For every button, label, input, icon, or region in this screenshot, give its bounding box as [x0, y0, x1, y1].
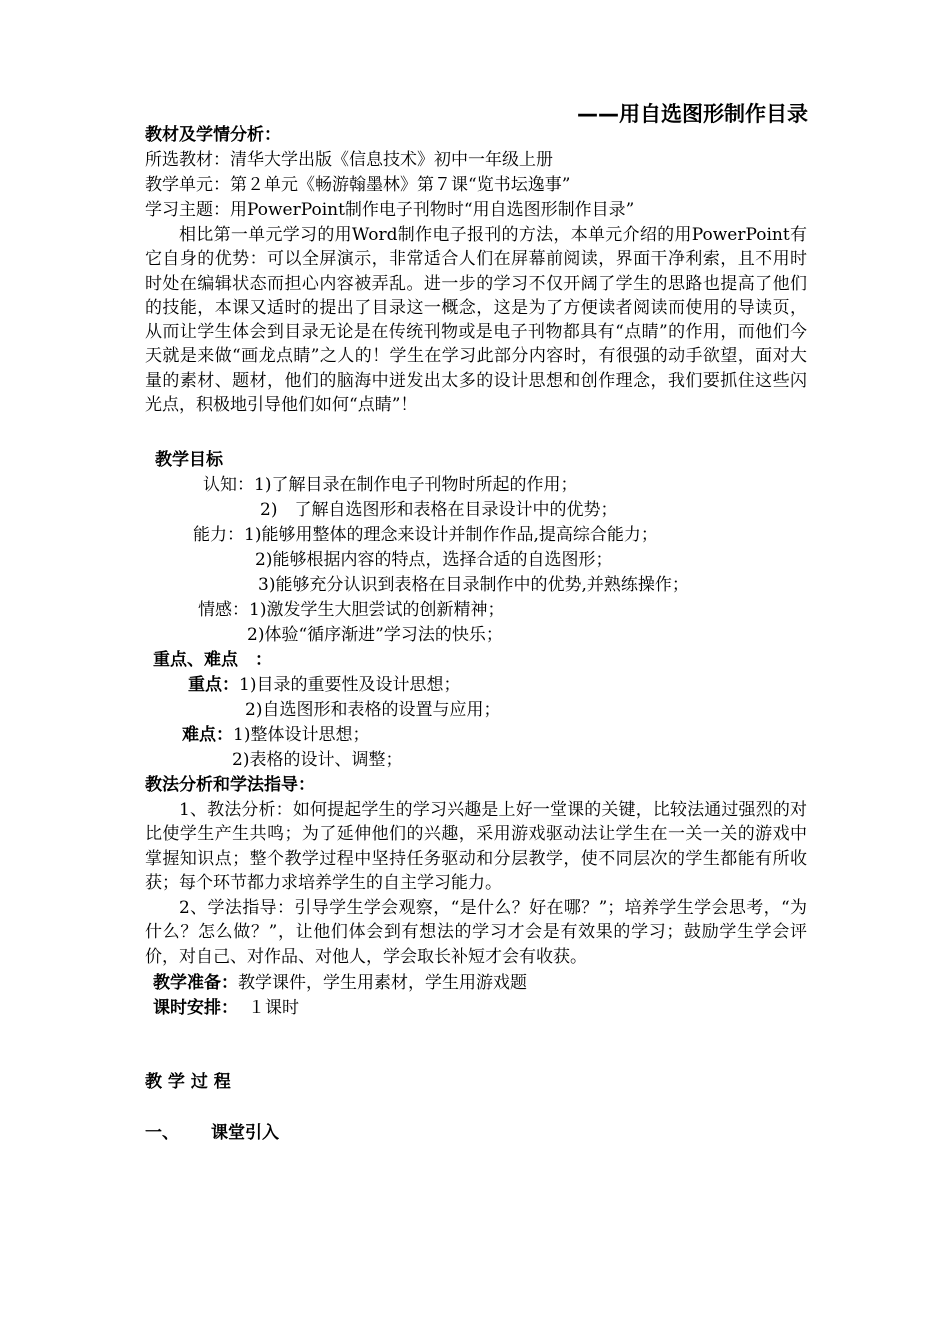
- goal-ability-3: 3)能够充分认识到表格在目录制作中的优势,并熟练操作；: [258, 575, 689, 595]
- goals-heading: 教学目标: [155, 450, 223, 470]
- difficulty-1: [182, 723, 369, 747]
- goal-ability-2: 2)能够根据内容的特点，选择合适的自选图形；: [255, 550, 613, 570]
- difficulty-label: 难点：: [182, 725, 233, 745]
- section-number: 一、: [145, 1123, 179, 1143]
- analysis-heading: 教材及学情分析：: [145, 125, 281, 145]
- process-heading: 教 学 过 程: [145, 1072, 231, 1092]
- goal-emotion-1: 情感：1)激发学生大胆尝试的创新精神；: [198, 600, 505, 620]
- topic-line: 学习主题：用PowerPoint制作电子刊物时“用自选图形制作目录”: [145, 200, 635, 220]
- prep-line: [153, 971, 527, 995]
- unit-line: 教学单元：第２单元《畅游翰墨林》第７课“览书坛逸事”: [145, 175, 571, 195]
- goal-ability-1: 能力：1)能够用整体的理念来设计并制作作品,提高综合能力；: [193, 525, 658, 545]
- learning-method-paragraph: 2、学法指导：引导学生学会观察，“是什么？好在哪？”；培养学生学会思考，“为什么？怎么做？”，让他们体会到有想法的学习才会是有效果的学习；鼓励学生学会评价，对自己、对作品、对他人，学会取长补短才会有收获。: [145, 898, 807, 967]
- difficulty-1-text: 1)整体设计思想；: [233, 725, 370, 745]
- key-point-1-text: 1)目录的重要性及设计思想；: [239, 675, 461, 695]
- document-title: ——用自选图形制作目录: [577, 102, 808, 126]
- teaching-method-paragraph: 1、教法分析：如何提起学生的学习兴趣是上好一堂课的关键，比较法通过强烈的对比使学生产生共鸣；为了延伸他们的兴趣，采用游戏驱动法让学生在一关一关的游戏中掌握知识点；整个教学过程中坚持任务驱动和分层教学，使不同层次的学生都能有所收获；每个环节都力求培养学生的自主学习能力。: [145, 800, 807, 893]
- section-title: 课堂引入: [211, 1123, 279, 1143]
- difficulty-2: 2)表格的设计、调整；: [232, 750, 403, 770]
- schedule-label: 课时安排：: [153, 998, 238, 1018]
- material-line: 所选教材：清华大学出版《信息技术》初中一年级上册: [145, 150, 553, 170]
- key-point-2: 2)自选图形和表格的设置与应用；: [245, 700, 501, 720]
- analysis-paragraph: 相比第一单元学习的用Word制作电子报刊的方法，本单元介绍的用PowerPoint有它自身的优势：可以全屏演示，非常适合人们在屏幕前阅读，界面干净利索，且不用时时处在编辑状态而担心内容被弄乱。进一步的学习不仅开阔了学生的思路也提高了他们的技能，本课又适时的提出了目录这一概念，这是为了方便读者阅读而使用的导读页，从而让学生体会到目录无论是在传统刊物或是电子刊物都具有“点睛”的作用，而他们今天就是来做“画龙点睛”之人的！学生在学习此部分内容时，有很强的动手欲望，面对大量的素材、题材，他们的脑海中迸发出太多的设计思想和创作理念，我们要抓住这些闪光点，积极地引导他们如何“点睛”！: [145, 225, 807, 416]
- key-label: 重点：: [188, 675, 239, 695]
- prep-label: 教学准备：: [153, 973, 238, 993]
- schedule-value: １课时: [248, 998, 299, 1018]
- prep-value: 教学课件，学生用素材，学生用游戏题: [238, 973, 527, 993]
- goal-emotion-2: 2)体验“循序渐进”学习法的快乐；: [247, 625, 503, 645]
- keypoints-heading: 重点、难点 ：: [153, 650, 272, 670]
- goal-cognition-1: 认知：1)了解目录在制作电子刊物时所起的作用；: [203, 475, 578, 495]
- key-point-1: [188, 673, 460, 697]
- goal-cognition-2: 2) 了解自选图形和表格在目录设计中的优势；: [260, 500, 618, 520]
- methods-heading: 教法分析和学法指导：: [145, 775, 315, 795]
- schedule-line: [153, 996, 299, 1020]
